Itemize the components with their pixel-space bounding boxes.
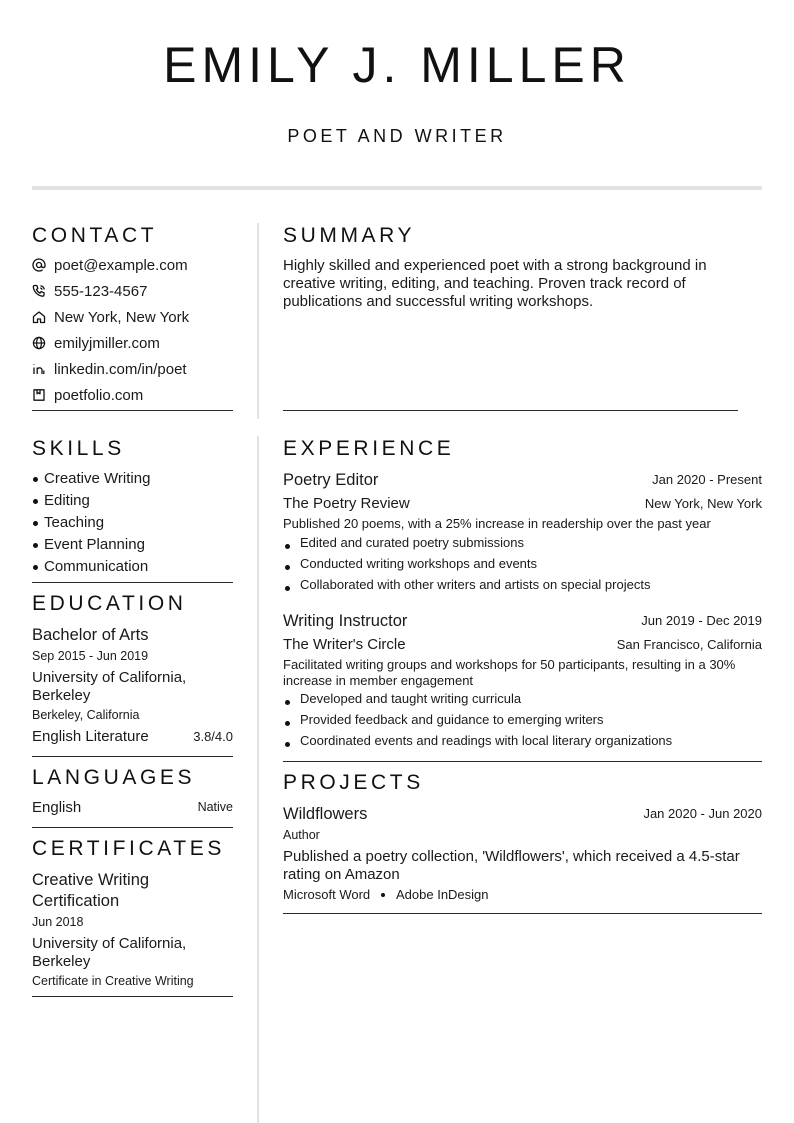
at-sign-icon <box>32 258 46 272</box>
skill-item: Event Planning <box>44 536 145 553</box>
header-divider <box>32 186 762 190</box>
job-bullet-dot <box>285 742 290 747</box>
contact-divider <box>32 410 233 411</box>
job-bullet-dot <box>285 544 290 549</box>
job-dates: Jun 2019 - Dec 2019 <box>641 613 762 628</box>
certificates-heading: CERTIFICATES <box>32 837 225 860</box>
summary-text: Highly skilled and experienced poet with a strong background in creative writing, editing, and teaching. Proven track record of publications and successful writing workshops. <box>283 257 707 310</box>
languages-divider <box>32 827 233 828</box>
skill-bullet <box>33 521 38 526</box>
certificate-detail: Certificate in Creative Writing <box>32 974 194 988</box>
skill-bullet <box>33 565 38 570</box>
project-name: Wildflowers <box>283 805 368 823</box>
job-bullet-dot <box>285 586 290 591</box>
certificates-divider <box>32 996 233 997</box>
education-gpa: 3.8/4.0 <box>193 729 233 744</box>
summary-divider <box>283 410 738 411</box>
job-bullet: Coordinated events and readings with local literary organizations <box>300 733 673 748</box>
column-divider-bottom <box>257 436 259 1123</box>
language-level: Native <box>197 800 233 814</box>
job-summary: Facilitated writing groups and workshops for 50 participants, resulting in a 30% increase in member engagement <box>283 657 736 688</box>
job-bullet: Edited and curated poetry submissions <box>300 535 525 550</box>
linkedin-icon <box>32 362 46 376</box>
job-bullet-dot <box>285 700 290 705</box>
job-title: Writing Instructor <box>283 612 408 630</box>
skill-bullet <box>33 477 38 482</box>
job-bullet: Provided feedback and guidance to emerging writers <box>300 712 604 727</box>
job-company: The Writer's Circle <box>283 636 406 653</box>
phone-icon <box>32 284 46 298</box>
certificate-name: Creative Writing Certification <box>32 871 150 910</box>
contact-email[interactable]: poet@example.com <box>54 257 188 274</box>
contact-heading: CONTACT <box>32 224 158 247</box>
job-title: Poetry Editor <box>283 471 379 489</box>
globe-icon <box>32 336 46 350</box>
education-dates: Sep 2015 - Jun 2019 <box>32 649 149 663</box>
resume-name: EMILY J. MILLER <box>163 37 631 93</box>
certificate-issuer: University of California, Berkeley <box>32 935 187 970</box>
skill-bullet <box>33 499 38 504</box>
language-name: English <box>32 799 82 816</box>
portfolio-icon <box>32 388 46 402</box>
project-role: Author <box>283 828 320 842</box>
job-bullet-dot <box>285 721 290 726</box>
skills-heading: SKILLS <box>32 437 125 460</box>
resume-title: POET AND WRITER <box>287 126 507 146</box>
job-bullet: Conducted writing workshops and events <box>300 556 538 571</box>
education-location: Berkeley, California <box>32 708 140 722</box>
skills-divider <box>32 582 233 583</box>
skill-item: Teaching <box>44 514 105 531</box>
contact-website[interactable]: emilyjmiller.com <box>54 335 160 352</box>
job-company: The Poetry Review <box>283 495 410 512</box>
job-location: San Francisco, California <box>616 637 762 652</box>
project-dates: Jan 2020 - Jun 2020 <box>643 806 762 821</box>
skill-item: Communication <box>44 558 149 575</box>
experience-heading: EXPERIENCE <box>283 437 455 460</box>
languages-heading: LANGUAGES <box>32 766 196 789</box>
certificate-date: Jun 2018 <box>32 915 84 929</box>
experience-divider <box>283 761 762 762</box>
job-bullet-dot <box>285 565 290 570</box>
projects-heading: PROJECTS <box>283 771 424 794</box>
education-heading: EDUCATION <box>32 592 187 615</box>
contact-portfolio[interactable]: poetfolio.com <box>54 387 144 404</box>
education-divider <box>32 756 233 757</box>
education-degree: Bachelor of Arts <box>32 626 149 644</box>
job-bullet: Developed and taught writing curricula <box>300 691 522 706</box>
skill-bullet <box>33 543 38 548</box>
project-tool: Adobe InDesign <box>396 887 489 902</box>
contact-phone[interactable]: 555-123-4567 <box>54 283 148 300</box>
job-location: New York, New York <box>644 496 762 511</box>
project-description: Published a poetry collection, 'Wildflowers', which received a 4.5-star rating on Amazon <box>283 848 740 883</box>
project-tool: Microsoft Word <box>283 887 371 902</box>
job-dates: Jan 2020 - Present <box>652 472 762 487</box>
skill-item: Editing <box>44 492 90 509</box>
summary-heading: SUMMARY <box>283 224 416 247</box>
education-field: English Literature <box>32 728 149 745</box>
home-icon <box>32 310 46 324</box>
projects-divider <box>283 913 762 914</box>
job-summary: Published 20 poems, with a 25% increase in readership over the past year <box>283 516 711 531</box>
job-bullet: Collaborated with other writers and artists on special projects <box>300 577 651 592</box>
contact-linkedin[interactable]: linkedin.com/in/poet <box>54 361 187 378</box>
tool-separator-dot <box>381 893 385 897</box>
contact-location: New York, New York <box>54 309 190 326</box>
education-school: University of California, Berkeley <box>32 669 187 704</box>
skill-item: Creative Writing <box>44 470 151 487</box>
column-divider-top <box>257 223 259 419</box>
